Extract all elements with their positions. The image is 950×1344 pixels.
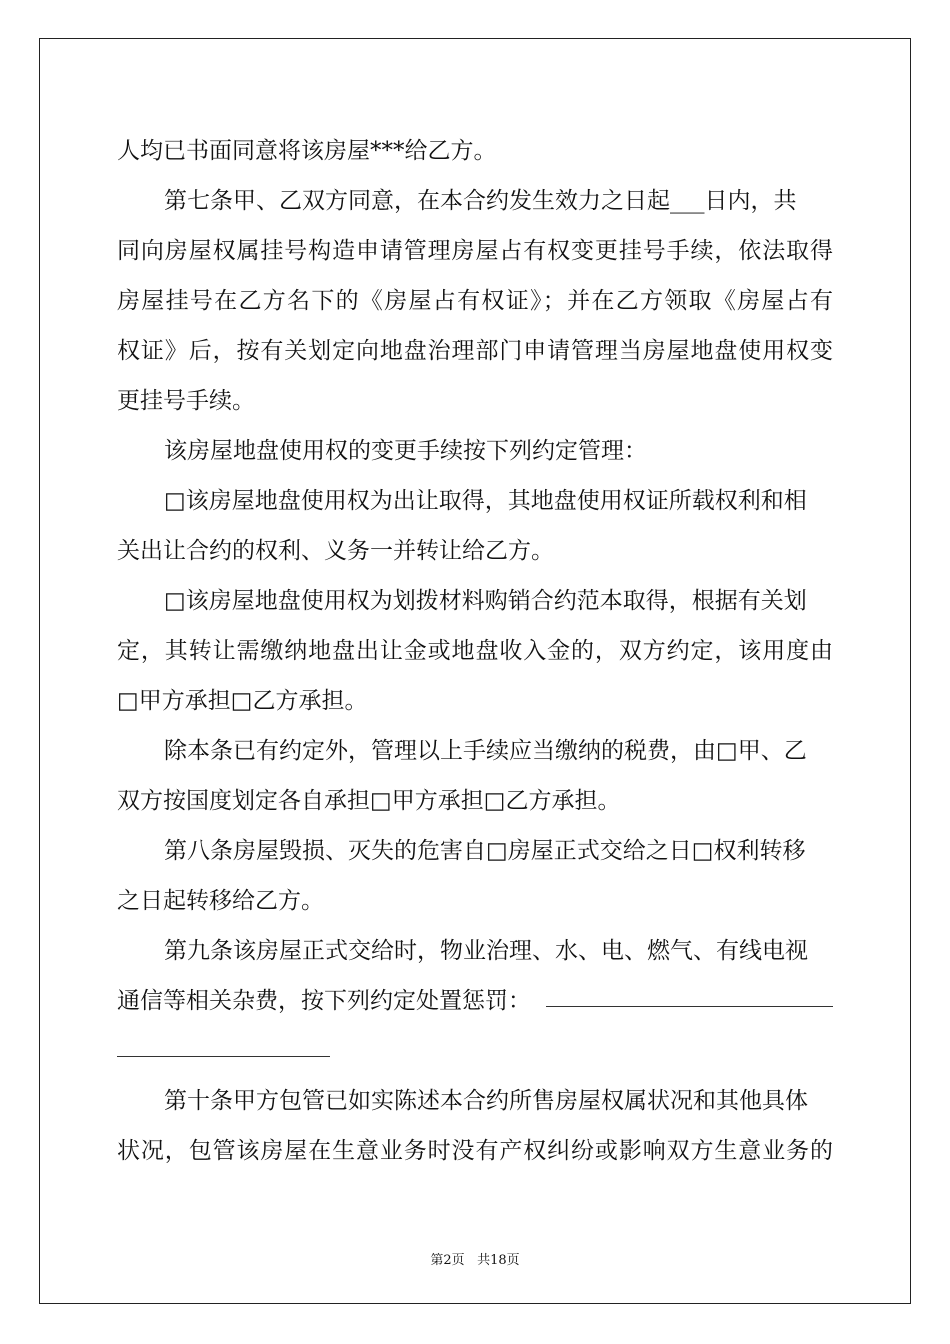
body-line-16: 之日起转移给乙方。 [117,888,324,914]
body-line-18: 通信等相关杂费，按下列约定处置惩罚： [117,988,531,1014]
line-2-text-a: 第七条甲、乙双方同意，在本合约发生效力之日起 [164,188,670,214]
body-line-10: □该房屋地盘使用权为划拨材料购销合约范本取得，根据有关划 [164,588,807,614]
body-line-3: 同向房屋权属挂号构造申请管理房屋占有权变更挂号手续，依法取得 [117,238,833,264]
body-line-13: 除本条已有约定外，管理以上手续应当缴纳的税费，由□甲、乙 [164,738,807,764]
body-line-17: 第九条该房屋正式交给时，物业治理、水、电、燃气、有线电视 [164,938,808,964]
body-line-2 [164,186,797,216]
page-label-prefix: 第 [430,1253,444,1268]
body-line-9: 关出让合约的权利、义务一并转让给乙方。 [117,538,554,564]
body-line-19: 第十条甲方包管已如实陈述本合约所售房屋权属状况和其他具体 [164,1088,808,1114]
days-blank: ___ [670,188,705,214]
total-label-suffix: 页 [506,1253,520,1268]
line-2-text-b: 日内，共 [704,188,797,214]
total-label-prefix: 共 [477,1253,491,1268]
page-label-suffix: 页 [451,1253,465,1268]
body-line-6: 更挂号手续。 [117,388,255,414]
body-line-7: 该房屋地盘使用权的变更手续按下列约定管理： [164,438,647,464]
fill-in-line-continued [117,1056,330,1057]
fill-in-line [546,1006,833,1007]
body-line-20: 状况，包管该房屋在生意业务时没有产权纠纷或影响双方生意业务的 [117,1138,833,1164]
body-line-5: 权证》后，按有关划定向地盘治理部门申请管理当房屋地盘使用权变 [117,338,833,364]
body-line-1: 人均已书面同意将该房屋***给乙方。 [117,138,497,164]
body-line-8: □该房屋地盘使用权为出让取得，其地盘使用权证所载权利和相 [164,488,807,514]
total-pages: 18 [490,1253,507,1268]
body-line-14: 双方按国度划定各自承担□甲方承担□乙方承担。 [117,788,621,814]
body-line-11: 定，其转让需缴纳地盘出让金或地盘收入金的，双方约定，该用度由 [117,638,833,664]
page-footer [0,1249,950,1268]
body-line-12: □甲方承担□乙方承担。 [117,688,368,714]
body-line-15: 第八条房屋毁损、灭失的危害自□房屋正式交给之日□权利转移 [164,838,806,864]
body-line-4: 房屋挂号在乙方名下的《房屋占有权证》；并在乙方领取《房屋占有 [117,288,833,314]
page-number: 2 [443,1253,452,1268]
